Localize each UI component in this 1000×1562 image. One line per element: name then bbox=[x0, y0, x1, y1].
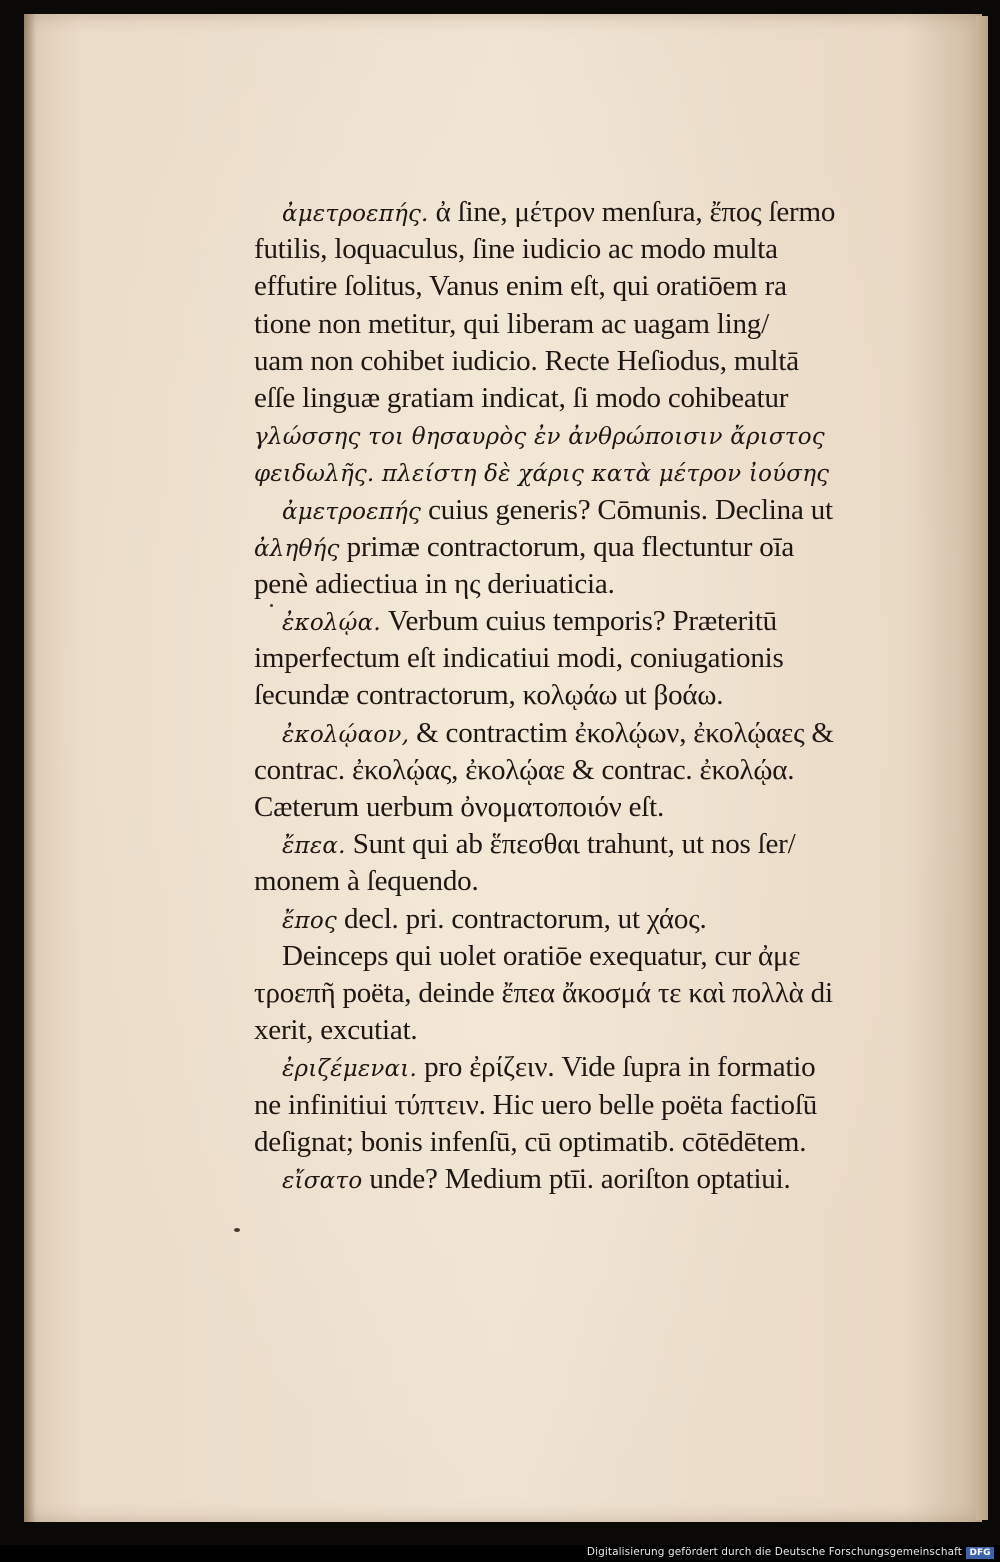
text-line bbox=[254, 789, 934, 826]
book-page bbox=[24, 14, 982, 1522]
greek-lemma: εἴσατο bbox=[282, 1167, 363, 1194]
page-edge bbox=[976, 16, 988, 1520]
text-line bbox=[254, 566, 934, 603]
ink-speck bbox=[270, 604, 273, 607]
greek-lemma: ἐκολῴαον, bbox=[282, 721, 410, 748]
greek-lemma: ἀμετροεπής bbox=[282, 498, 422, 525]
latin-text: & contractim ἐκολῴων, ἐκολῴαες & bbox=[409, 716, 834, 749]
text-line bbox=[254, 715, 934, 752]
text-line bbox=[254, 975, 934, 1012]
latin-text: penè adiectiua in ης deriuaticia. bbox=[254, 567, 615, 600]
latin-text: xerit, excutiat. bbox=[254, 1014, 418, 1047]
greek-lemma: ἀμετροεπής. bbox=[282, 201, 429, 227]
ink-speck bbox=[234, 1228, 240, 1232]
greek-lemma: ἔπεα. bbox=[282, 833, 346, 860]
latin-text: Verbum cuius temporis? Præteritū bbox=[380, 605, 777, 638]
latin-text: effutire ſolitus, Vanus enim eſt, qui oratiōem ra bbox=[254, 270, 787, 303]
greek-lemma: ἐριζέμεναι. bbox=[282, 1056, 418, 1083]
dfg-logo-icon: DFG bbox=[966, 1547, 994, 1559]
text-line bbox=[254, 1087, 934, 1124]
latin-text: tione non metitur, qui liberam ac uagam ling/ bbox=[254, 307, 769, 340]
latin-text: contrac. ἐκολῴας, ἐκολῴαε & contrac. ἐκολῴα. bbox=[254, 753, 795, 786]
greek-verse: φειδωλῆς. πλείστη δὲ χάρις κατὰ μέτρον ἰούσης bbox=[254, 461, 830, 488]
text-line bbox=[254, 863, 934, 900]
greek-verse: γλώσσης τοι θησαυρὸς ἐν ἀνθρώποισιν ἄριστος bbox=[254, 424, 825, 451]
latin-text: cuius generis? Cōmunis. Declina ut bbox=[421, 493, 833, 526]
page-text bbox=[254, 194, 934, 1198]
latin-text: deſignat; bonis infenſū, cū optimatib. cōtēdētem. bbox=[254, 1125, 807, 1158]
latin-text: Sunt qui ab ἕπεσθαι trahunt, ut nos ſer/ bbox=[345, 828, 796, 861]
text-line bbox=[254, 938, 934, 975]
latin-text: primæ contractorum, qua flectuntur oīa bbox=[339, 530, 795, 563]
text-line bbox=[254, 1161, 934, 1198]
latin-text: pro ἐρίζειν. Vide ſupra in formatio bbox=[417, 1051, 816, 1084]
latin-text: futilis, loquaculus, ſine iudicio ac modo multa bbox=[254, 233, 778, 266]
text-line bbox=[254, 343, 934, 380]
text-line bbox=[254, 677, 934, 714]
text-line bbox=[254, 901, 934, 938]
latin-text: ſecundæ contractorum, κολῳάω ut βοάω. bbox=[254, 679, 724, 712]
text-line bbox=[254, 826, 934, 863]
latin-text: Cæterum uerbum ὀνοματοποιόν eſt. bbox=[254, 791, 665, 823]
greek-lemma: ἔπος bbox=[282, 907, 337, 934]
text-line bbox=[254, 454, 934, 491]
text-line bbox=[254, 1124, 934, 1161]
text-line bbox=[254, 194, 934, 231]
text-line bbox=[254, 231, 934, 268]
latin-text: decl. pri. contractorum, ut χάος. bbox=[337, 902, 707, 935]
text-line bbox=[254, 306, 934, 343]
greek-lemma: ἀληθής bbox=[254, 535, 340, 562]
funding-credit: Digitalisierung gefördert durch die Deutsche Forschungsgemeinschaft bbox=[586, 1546, 962, 1558]
latin-text: unde? Medium ptīi. aoriſton optatiui. bbox=[362, 1162, 791, 1195]
text-line bbox=[254, 752, 934, 789]
text-line bbox=[254, 1012, 934, 1049]
text-line bbox=[254, 529, 934, 566]
digitization-footer bbox=[0, 1545, 1000, 1562]
latin-text: uam non cohibet iudicio. Recte Heſiodus, multā bbox=[254, 344, 799, 377]
latin-text: Deinceps qui uolet oratiōe exequatur, cur ἀμε bbox=[282, 939, 801, 972]
text-line bbox=[254, 268, 934, 305]
text-line bbox=[254, 1049, 934, 1086]
greek-lemma: ἐκολῴα. bbox=[282, 610, 381, 637]
latin-text: ne infinitiui τύπτειν. Hic uero belle poëta factioſū bbox=[254, 1088, 818, 1121]
text-line bbox=[254, 417, 934, 454]
latin-text: monem à ſequendo. bbox=[254, 865, 479, 898]
latin-text: eſſe linguæ gratiam indicat, ſi modo cohibeatur bbox=[254, 381, 789, 414]
text-line bbox=[254, 640, 934, 677]
text-line bbox=[254, 603, 934, 640]
latin-text: τροεπῆ poëta, deinde ἔπεα ἄκοσμά τε καὶ πολλὰ di bbox=[254, 976, 833, 1009]
text-line bbox=[254, 492, 934, 529]
text-line bbox=[254, 380, 934, 417]
latin-text: ἀ ſine, μέτρον menſura, ἔπος ſermo bbox=[428, 196, 836, 228]
latin-text: imperfectum eſt indicatiui modi, coniugationis bbox=[254, 642, 784, 675]
